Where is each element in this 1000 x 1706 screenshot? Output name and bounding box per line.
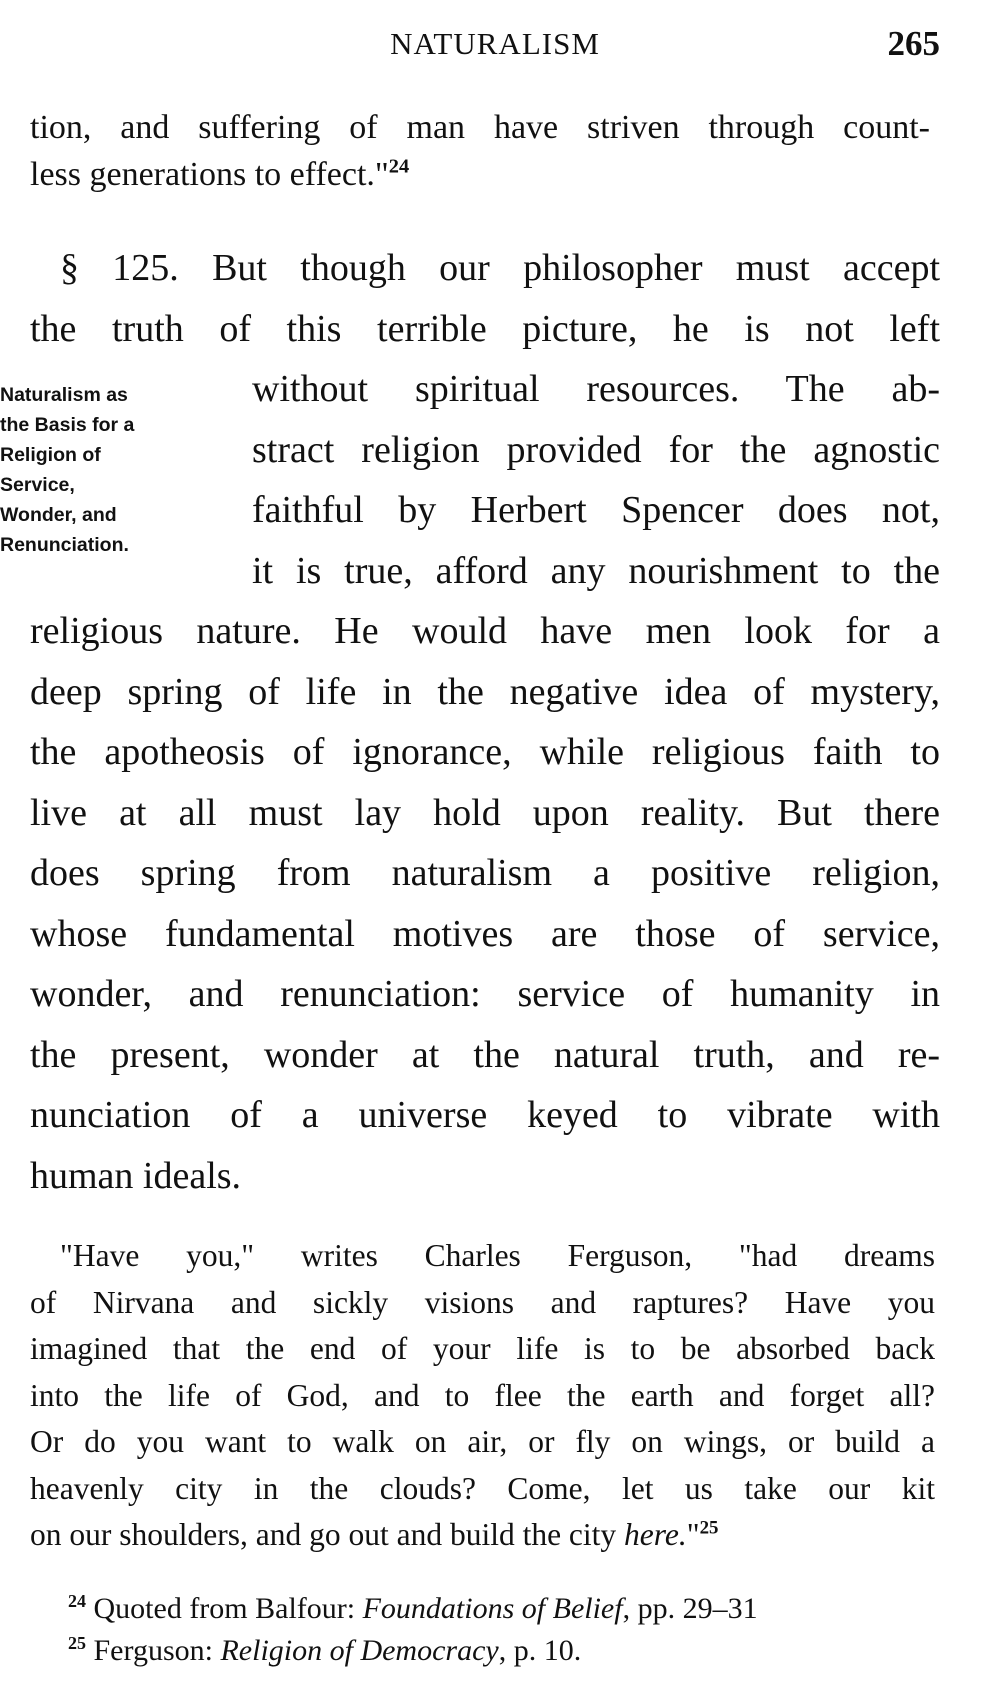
sidenote-line: Renunciation. <box>0 534 129 556</box>
text-line: deep spring of life in the negative idea of mystery, <box>30 670 940 713</box>
text-line: tion, and suffering of man have striven through count- <box>30 109 930 146</box>
footnote-title: Religion of Democracy <box>220 1634 499 1667</box>
quote-line: into the life of God, and to flee the earth and forget all? <box>30 1377 935 1413</box>
text-line: the truth of this terrible picture, he is not left <box>30 307 940 350</box>
quote-line: heavenly city in the clouds? Come, let us take our kit <box>30 1470 935 1506</box>
text-line: religious nature. He would have men look for a <box>30 610 940 652</box>
text-line: whose fundamental motives are those of service, <box>30 912 940 955</box>
running-title: NATURALISM <box>390 26 600 61</box>
sidenote-line: Wonder, and <box>0 504 117 526</box>
quote-line <box>30 1512 935 1559</box>
text-line: faithful by Herbert Spencer does not, <box>252 489 940 531</box>
continuation-paragraph <box>30 104 930 198</box>
footnote-prefix: Ferguson: <box>93 1634 221 1667</box>
text-line: does spring from naturalism a positive religion, <box>30 852 940 894</box>
footnote-suffix: , p. 10. <box>498 1634 582 1667</box>
quote-line-text: on our shoulders, and go out and build the city <box>30 1517 617 1552</box>
quote-close-mark: " <box>686 1517 700 1552</box>
footnote-24 <box>68 1588 948 1630</box>
footnote-number: 25 <box>68 1633 86 1653</box>
block-quote <box>30 1233 935 1559</box>
text-line: the apotheosis of ignorance, while religious faith to <box>30 731 940 773</box>
footnote-title: Foundations of Belief <box>362 1592 623 1625</box>
page-number: 265 <box>887 24 940 63</box>
text-line: wonder, and renunciation: service of humanity in <box>30 973 940 1015</box>
text-line: live at all must lay hold upon reality. But there <box>30 791 940 834</box>
text-line: nunciation of a universe keyed to vibrate with <box>30 1094 940 1136</box>
quote-line: "Have you," writes Charles Ferguson, "had dreams <box>60 1238 935 1273</box>
quote-line: of Nirvana and sickly visions and raptures? Have you <box>30 1284 935 1320</box>
footnote-prefix: Quoted from Balfour: <box>93 1592 363 1625</box>
sidenote-line: Service, <box>0 474 75 496</box>
sidenote-line: Religion of <box>0 444 101 466</box>
text-line <box>30 151 930 198</box>
text-line-content: less generations to effect." <box>30 156 389 193</box>
sidenote-line: the Basis for a <box>0 414 135 436</box>
footnote-25 <box>68 1630 948 1672</box>
quote-line: imagined that the end of your life is to be absorbed back <box>30 1331 935 1366</box>
text-line: the present, wonder at the natural truth, and re- <box>30 1033 940 1076</box>
footnotes <box>68 1588 948 1672</box>
footnote-number: 24 <box>68 1591 86 1611</box>
sidenote-line: Naturalism as <box>0 384 128 406</box>
quote-emphasis: here. <box>624 1517 687 1552</box>
footnote-ref: 24 <box>388 155 410 178</box>
footnote-suffix: , pp. 29–31 <box>622 1592 758 1625</box>
running-head <box>30 24 940 64</box>
text-line: it is true, afford any nourishment to the <box>252 549 940 592</box>
text-line: human ideals. <box>30 1154 242 1197</box>
text-line: stract religion provided for the agnostic <box>252 428 940 471</box>
footnote-ref: 25 <box>699 1517 719 1539</box>
quote-line: Or do you want to walk on air, or fly on wings, or build a <box>30 1424 935 1459</box>
section-125-paragraph <box>30 238 940 1206</box>
text-line: without spiritual resources. The ab- <box>252 368 940 410</box>
text-line: § 125. But though our philosopher must accept <box>60 247 940 289</box>
